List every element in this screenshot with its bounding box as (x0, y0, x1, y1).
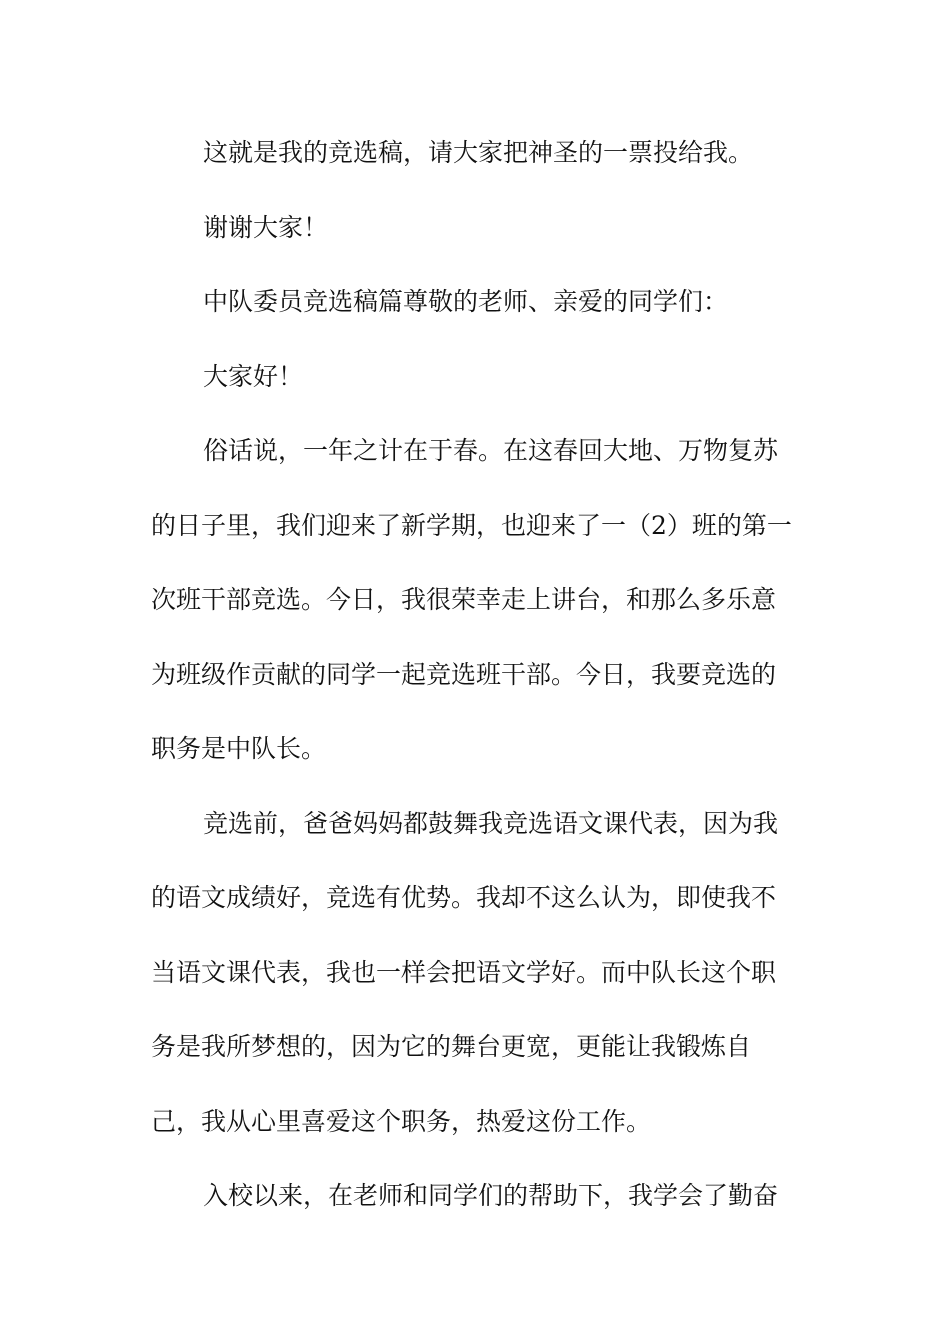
paragraph-line: 当语文课代表，我也一样会把语文学好。而中队长这个职 (151, 957, 777, 987)
paragraph-line: 竞选前，爸爸妈妈都鼓舞我竞选语文课代表，因为我 (203, 808, 779, 838)
paragraph-line: 俗话说，一年之计在于春。在这春回大地、万物复苏 (203, 436, 779, 465)
document-body (151, 128, 801, 1246)
paragraph-line: 中队委员竞选稿篇尊敬的老师、亲爱的同学们： (203, 287, 729, 316)
paragraph-line: 的日子里，我们迎来了新学期，也迎来了一（2）班的第一 (151, 510, 792, 540)
paragraph-line: 这就是我的竞选稿，请大家把神圣的一票投给我。 (203, 138, 754, 167)
paragraph-line: 己，我从心里喜爱这个职务，热爱这份工作。 (151, 1106, 652, 1136)
paragraph-line: 谢谢大家！ (203, 212, 329, 242)
paragraph-line: 入校以来，在老师和同学们的帮助下，我学会了勤奋 (203, 1181, 779, 1210)
paragraph-line: 次班干部竞选。今日，我很荣幸走上讲台，和那么多乐意 (151, 585, 777, 614)
paragraph-line: 为班级作贡献的同学一起竞选班干部。今日，我要竞选的 (151, 659, 777, 689)
paragraph-line: 的语文成绩好，竞选有优势。我却不这么认为，即使我不 (151, 883, 777, 912)
paragraph-line: 务是我所梦想的，因为它的舞台更宽，更能让我锻炼自 (151, 1032, 752, 1061)
paragraph-line: 职务是中队长。 (151, 734, 327, 763)
paragraph-line: 大家好！ (203, 361, 304, 391)
